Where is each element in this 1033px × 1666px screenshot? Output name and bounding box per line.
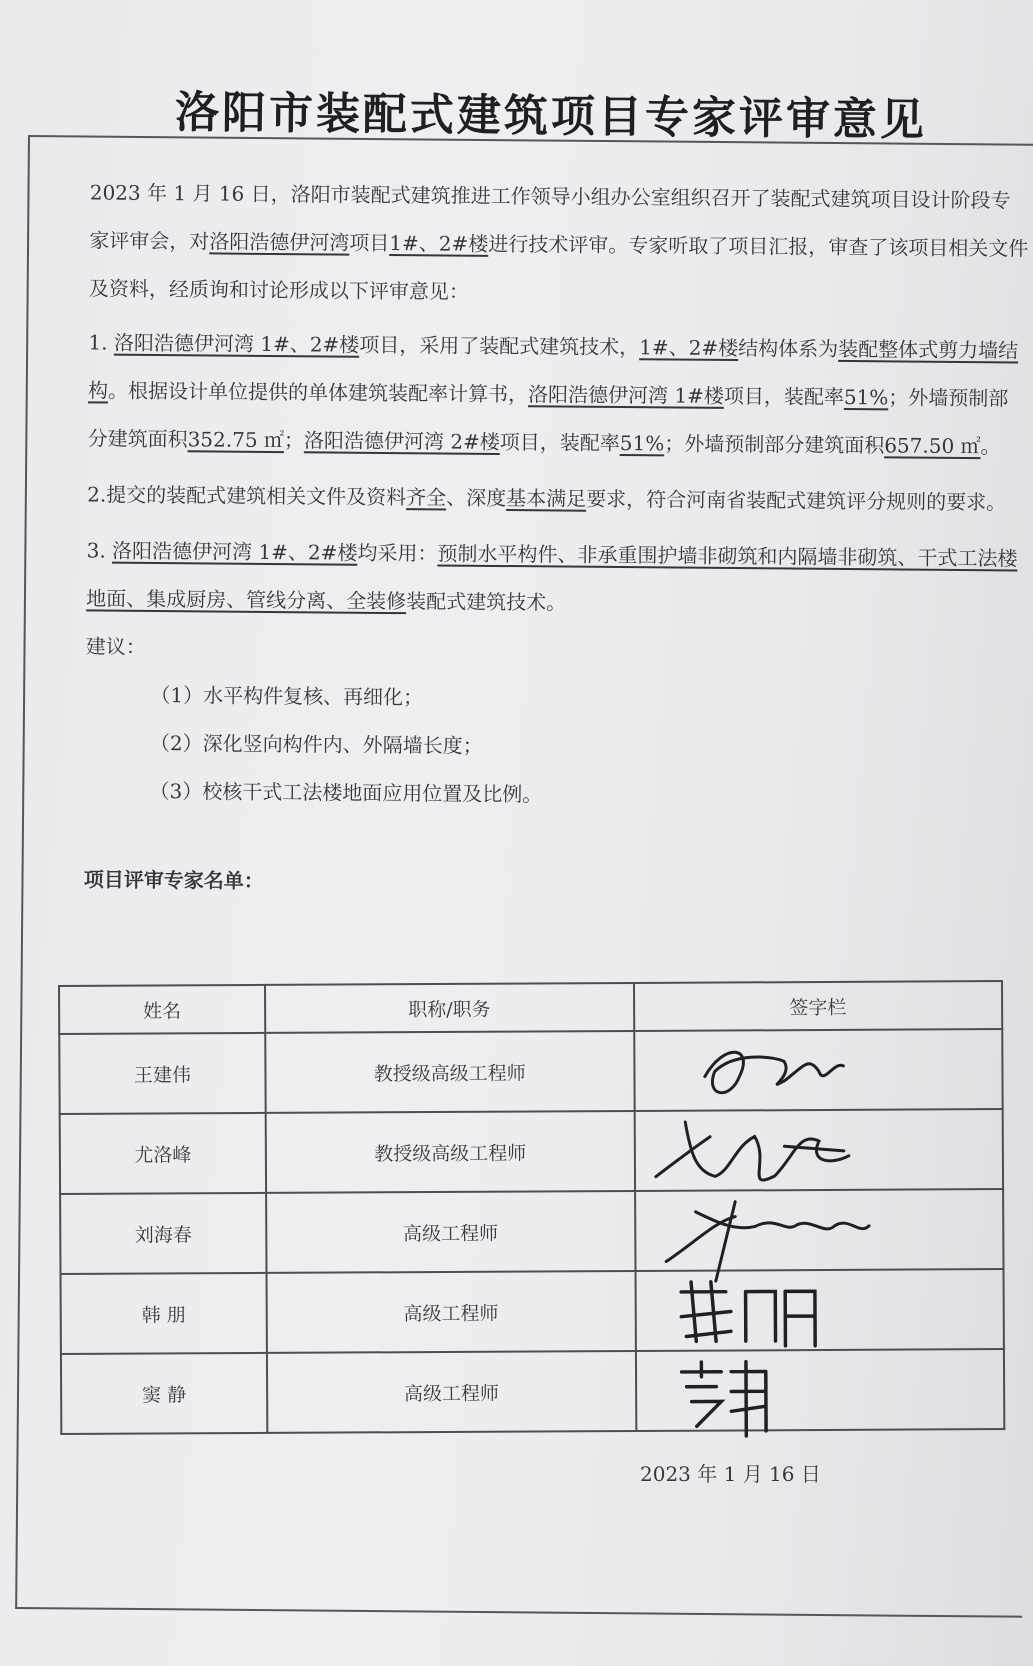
suggestion-item: （2）深化竖向构件内、外隔墙长度；: [149, 730, 483, 758]
item-1-structure: 装配整体式剪力墙结构: [87, 336, 1019, 403]
header-title: 职称/职务: [265, 983, 634, 1033]
item-1-project: 洛阳浩德伊河湾 1#、2#楼: [113, 330, 360, 357]
item-1-rate-2: 51%: [619, 431, 665, 456]
document-body: [39, 168, 1030, 903]
expert-name: 刘海春: [60, 1193, 266, 1274]
signature-dou: [636, 1340, 1003, 1442]
intro-text-1: 2023 年 1 月 16 日，洛阳市装配式建筑推进工作领导小组办公室组织召开了装配式建筑项目设计阶段专家评审会，对: [89, 180, 1011, 254]
item-1-rate-1: 51%: [843, 384, 889, 410]
suggestions-label: 建议：: [85, 634, 146, 659]
suggestion-item: （3）校核干式工法楼地面应用位置及比例。: [149, 778, 543, 807]
item-3-project: 洛阳浩德伊河湾 1#、2#楼: [112, 538, 358, 565]
item-1-area-1: 352.75 ㎡: [187, 427, 285, 453]
intro-text-2: 项目: [349, 230, 390, 256]
item-3-paragraph: [41, 526, 1027, 631]
item-1-text-2: 结构体系为: [738, 336, 839, 361]
item-2-text-1: 提交的装配式建筑相关文件及资料: [106, 482, 407, 510]
item-1-text-4: 项目，装配率: [723, 383, 844, 409]
item-1-text-5: ；外墙预制部分建筑面积: [87, 385, 1009, 452]
suggestion-item: （1）水平构件复核、再细化；: [150, 682, 424, 710]
item-1-buildings: 1#、2#楼: [639, 335, 739, 361]
item-1-building-1: 洛阳浩德伊河湾 1#楼: [527, 382, 724, 408]
header-signature: 签字栏: [634, 981, 1003, 1031]
item-2-number: 2.: [87, 482, 107, 507]
item-2-text-2: 、深度: [446, 485, 507, 511]
expert-name: 窦 静: [61, 1353, 267, 1434]
item-1-text-6: ；: [283, 428, 305, 453]
item-3-text-2: 装配式建筑技术。: [406, 589, 567, 615]
item-1-area-2: 657.50 ㎡: [884, 433, 981, 459]
document-date: 2023 年 1 月 16 日: [640, 1462, 821, 1486]
experts-table: [58, 980, 1005, 1435]
item-1-text-9: 。: [980, 434, 1001, 459]
expert-title: 高级工程师: [267, 1351, 636, 1433]
signature-cell: [634, 1109, 1003, 1191]
expert-name: 王建伟: [59, 1033, 265, 1114]
expert-title: 教授级高级工程师: [266, 1111, 635, 1193]
document-title: 洛阳市装配式建筑项目专家评审意见: [174, 87, 928, 146]
expert-name: 尤洛峰: [60, 1113, 266, 1194]
item-1-text-7: 项目，装配率: [499, 429, 620, 456]
item-1-text-8: ；外墙预制部分建筑面积: [664, 431, 885, 458]
intro-buildings: 1#、2#楼: [389, 231, 489, 256]
intro-text-3: 进行技术评审。专家听取了项目汇报，审查了该项目相关文件及资料，经质询和讨论形成以下评审意见：: [88, 231, 1029, 304]
item-1-number: 1.: [88, 330, 108, 355]
item-3-text-1: 均采用：: [357, 540, 438, 566]
item-2-complete: 齐全: [406, 485, 447, 510]
item-3-technologies: 预制水平构件、非承重围护墙非砌筑和内隔墙非砌筑、干式工法楼地面、集成厨房、管线分离、全装修: [86, 541, 1018, 614]
expert-title: 教授级高级工程师: [265, 1031, 634, 1113]
item-1-text-1: 项目，采用了装配式建筑技术，: [359, 332, 640, 360]
experts-list-label: 项目评审专家名单：: [83, 867, 264, 893]
item-2-paragraph: [42, 470, 1027, 527]
intro-project-name: 洛阳浩德伊河湾: [209, 229, 350, 255]
signature-cell: [635, 1269, 1004, 1351]
intro-paragraph: [44, 168, 1030, 321]
signature-cell: [635, 1189, 1004, 1271]
item-2-depth: 基本满足: [506, 486, 587, 511]
header-name: 姓名: [59, 985, 265, 1034]
signature-cell: [634, 1029, 1003, 1111]
table-row: [61, 1349, 1004, 1434]
expert-name: 韩 朋: [61, 1273, 267, 1354]
item-1-building-2: 洛阳浩德伊河湾 2#楼: [303, 428, 500, 454]
item-1-paragraph: [42, 318, 1028, 471]
item-2-text-3: 要求，符合河南省装配式建筑评分规则的要求。: [586, 486, 1007, 515]
item-1-text-3: 。根据设计单位提供的单体建筑装配率计算书，: [107, 378, 529, 407]
expert-title: 高级工程师: [267, 1271, 636, 1353]
expert-title: 高级工程师: [266, 1191, 635, 1273]
item-3-number: 3.: [86, 538, 106, 563]
signature-cell: [635, 1349, 1004, 1431]
